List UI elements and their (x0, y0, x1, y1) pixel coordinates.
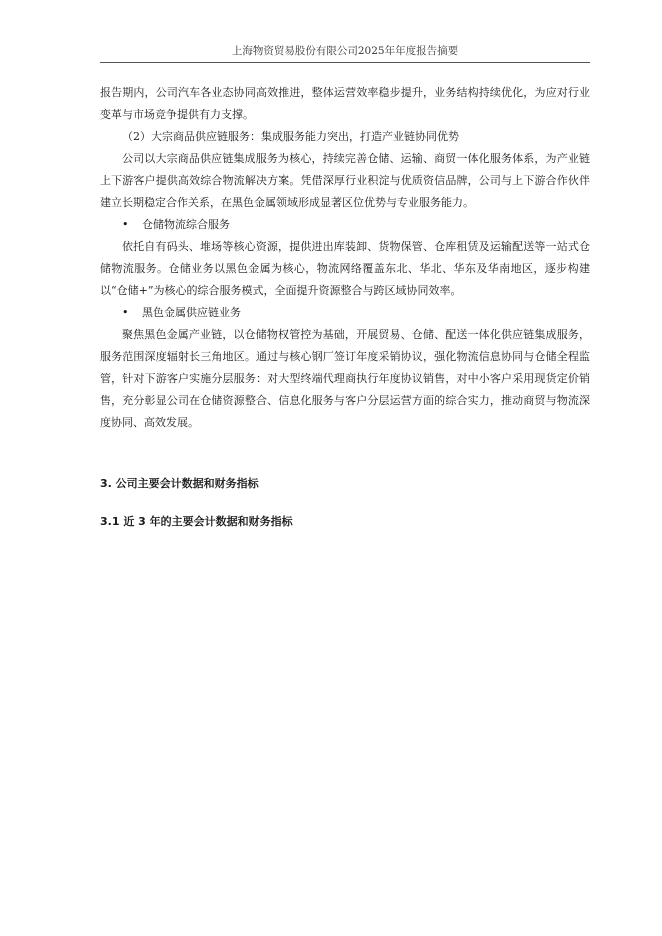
subheading-commodity-supply-chain: （2）大宗商品供应链服务：集成服务能力突出，打造产业链协同优势 (122, 130, 459, 143)
paragraph-auto-business: 报告期内，公司汽车各业态协同高效推进，整体运营效率稳步提升，业务结构持续优化，为应对行业变革与市场竞争提供有力支撑。 (100, 86, 590, 121)
section-heading-3: 3. 公司主要会计数据和财务指标 (100, 477, 259, 490)
bullet-warehousing (100, 214, 590, 236)
page-header-title: 上海物资贸易股份有限公司2025年年度报告摘要 (231, 45, 459, 57)
bullet-label: 仓储物流综合服务 (142, 218, 230, 231)
document-body (100, 82, 590, 532)
paragraph-commodity-supply-chain: 公司以大宗商品供应链集成服务为核心，持续完善仓储、运输、商贸一体化服务体系，为产业链上下游客户提供高效综合物流解决方案。凭借深厚行业积淀与优质资信品牌，公司与上下游合作伙伴建立长期稳定合作关系，在黑色金属领域形成显著区位优势与专业服务能力。 (100, 152, 590, 209)
bullet-icon: • (122, 218, 129, 231)
header-divider (100, 62, 590, 63)
paragraph-ferrous-metals: 聚焦黑色金属产业链，以仓储物权管控为基础，开展贸易、仓储、配送一体化供应链集成服务，服务范围深度辐射长三角地区。通过与核心钢厂签订年度采销协议，强化物流信息协同与仓储全程监管，针对下游客户实施分层服务：对大型终端代理商执行年度协议销售，对中小客户采用现货定价销售，充分彰显公司在仓储资源整合、信息化服务与客户分层运营方面的综合实力，推动商贸与物流深度协同、高效发展。 (100, 328, 590, 429)
section-heading-3-1: 3.1 近 3 年的主要会计数据和财务指标 (100, 515, 293, 528)
paragraph-warehousing: 依托自有码头、堆场等核心资源，提供进出库装卸、货物保管、仓库租赁及运输配送等一站式仓储物流服务。仓储业务以黑色金属为核心，物流网络覆盖东北、华北、华东及华南地区，逐步构建以“仓储+”为核心的综合服务模式，全面提升资源整合与跨区域协同效率。 (100, 240, 590, 297)
bullet-ferrous-metals (100, 302, 590, 324)
bullet-icon: • (122, 306, 129, 319)
bullet-label: 黑色金属供应链业务 (142, 306, 241, 319)
